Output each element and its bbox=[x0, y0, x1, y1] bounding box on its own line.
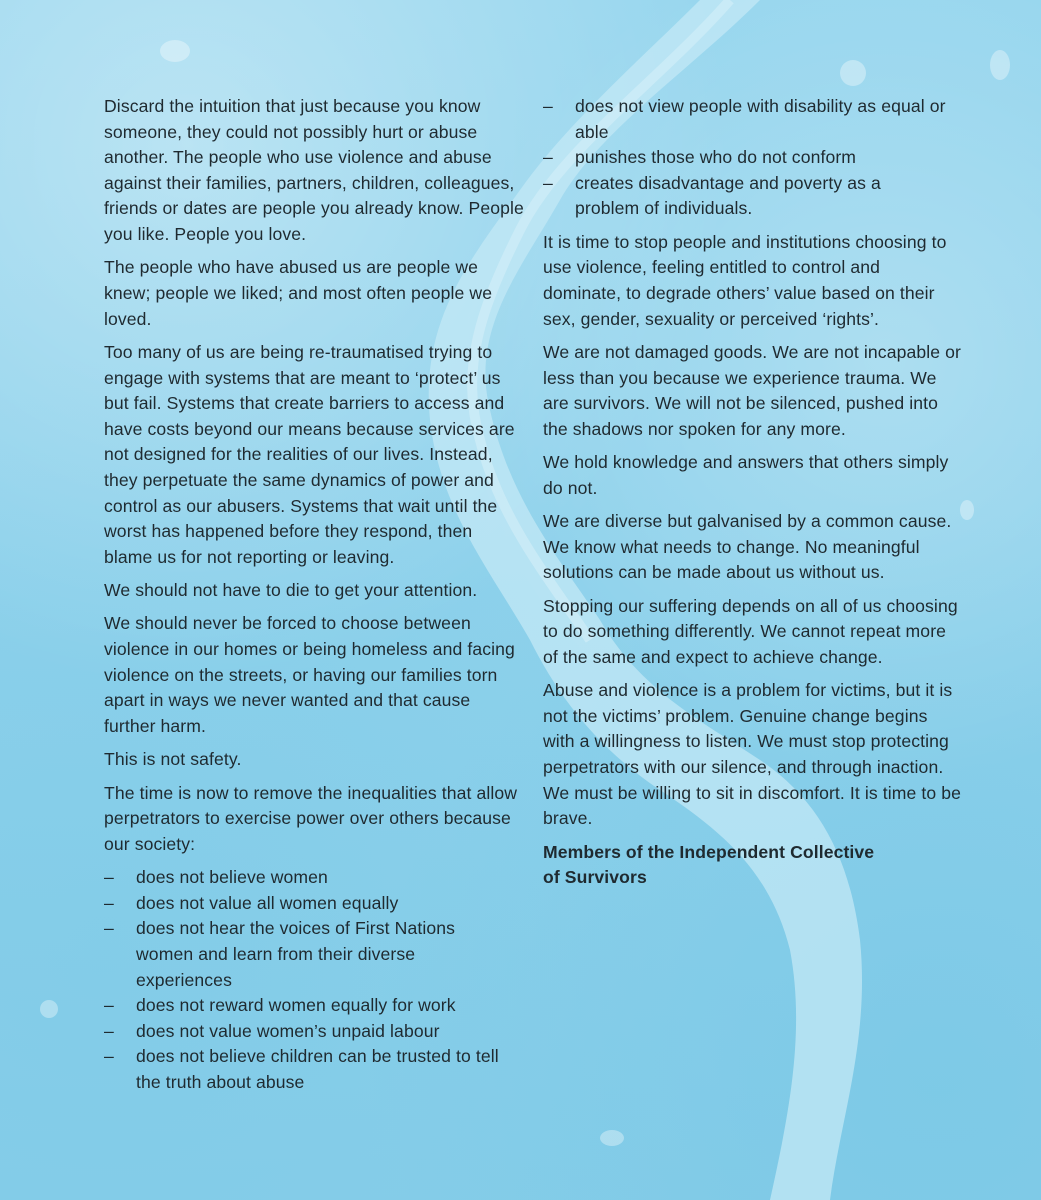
list-item-text: punishes those who do not conform bbox=[575, 147, 857, 168]
paragraph: We hold knowledge and answers that others simply do not. bbox=[543, 452, 949, 498]
list-item-text: does not view people with disability as equal or able bbox=[575, 96, 946, 142]
list-item bbox=[104, 1019, 524, 1045]
dash-bullet: – bbox=[104, 1046, 114, 1067]
list-item bbox=[104, 865, 524, 891]
inequality-list-continued bbox=[543, 94, 963, 222]
list-item bbox=[543, 145, 963, 171]
dash-bullet: – bbox=[104, 1020, 114, 1041]
list-item-text: does not value women’s unpaid labour bbox=[136, 1020, 440, 1041]
dash-bullet: – bbox=[543, 172, 553, 193]
right-column bbox=[543, 94, 963, 899]
list-item bbox=[104, 916, 524, 993]
dash-bullet: – bbox=[104, 892, 114, 913]
list-item bbox=[543, 94, 963, 145]
list-item-text: does not reward women equally for work bbox=[136, 995, 456, 1016]
list-item-text: does not believe children can be trusted to tell the truth about abuse bbox=[136, 1046, 499, 1092]
paragraph: Stopping our suffering depends on all of us choosing to do something differently. We cannot repeat more of the same and expect to achieve change. bbox=[543, 595, 958, 667]
signature: Members of the Independent Collective of Survivors bbox=[543, 841, 875, 888]
dash-bullet: – bbox=[543, 147, 553, 168]
dash-bullet: – bbox=[543, 96, 553, 116]
inequality-list bbox=[104, 865, 524, 1095]
list-item bbox=[104, 1044, 524, 1095]
list-item bbox=[104, 891, 524, 917]
list-item bbox=[543, 171, 963, 222]
paragraph: This is not safety. bbox=[104, 749, 242, 770]
list-item-text: does not believe women bbox=[136, 867, 328, 888]
paragraph: It is time to stop people and institutions choosing to use violence, feeling entitled to control and dominate, to degrade others’ value based on their sex, gender, sexuality or perceived ‘rights’. bbox=[543, 231, 947, 329]
paragraph: Too many of us are being re-traumatised trying to engage with systems that are meant to ‘protect’ us but fail. Systems that create barriers to access and have costs beyond our means because services are not designed for the realities of our lives. Instead, they perpetuate the same dynamics of power and control as our abusers. Systems that wait until the worst has happened before they respond, then blame us for not reporting or leaving. bbox=[104, 341, 515, 567]
paragraph: We are diverse but galvanised by a common cause. We know what needs to change. No meaningful solutions can be made about us without us. bbox=[543, 511, 952, 583]
paragraph: The people who have abused us are people we knew; people we liked; and most often people we loved. bbox=[104, 257, 493, 329]
texture-speck bbox=[990, 50, 1010, 80]
paragraph: Discard the intuition that just because you know someone, they could not possibly hurt or abuse another. The people who use violence and abuse against their families, partners, children, colleagues, friends or dates are people you already know. People you like. People you love. bbox=[104, 96, 524, 244]
dash-bullet: – bbox=[104, 995, 114, 1016]
list-item-text: does not hear the voices of First Nations women and learn from their diverse experiences bbox=[136, 918, 455, 990]
paragraph: We should never be forced to choose between violence in our homes or being homeless and facing violence on the streets, or having our families torn apart in ways we never wanted and that cause further harm. bbox=[104, 613, 515, 736]
paragraph: We should not have to die to get your attention. bbox=[104, 580, 478, 601]
paragraph: The time is now to remove the inequalities that allow perpetrators to exercise power over others because our society: bbox=[104, 782, 518, 854]
dash-bullet: – bbox=[104, 918, 114, 939]
list-item-text: does not value all women equally bbox=[136, 892, 399, 913]
paragraph: We are not damaged goods. We are not incapable or less than you because we experience trauma. We are survivors. We will not be silenced, pushed into the shadows nor spoken for any more. bbox=[543, 341, 961, 439]
left-column bbox=[104, 94, 524, 1103]
list-item bbox=[104, 993, 524, 1019]
list-item-text: creates disadvantage and poverty as a problem of individuals. bbox=[575, 172, 881, 219]
dash-bullet: – bbox=[104, 867, 114, 888]
texture-speck bbox=[600, 1130, 624, 1146]
texture-speck bbox=[840, 60, 866, 86]
paragraph: Abuse and violence is a problem for victims, but it is not the victims’ problem. Genuine change begins with a willingness to listen. We must stop protecting perpetrators with our silence, and through inaction. We must be willing to sit in discomfort. It is time to be brave. bbox=[543, 680, 961, 829]
texture-speck bbox=[40, 1000, 58, 1018]
texture-speck bbox=[160, 40, 190, 62]
